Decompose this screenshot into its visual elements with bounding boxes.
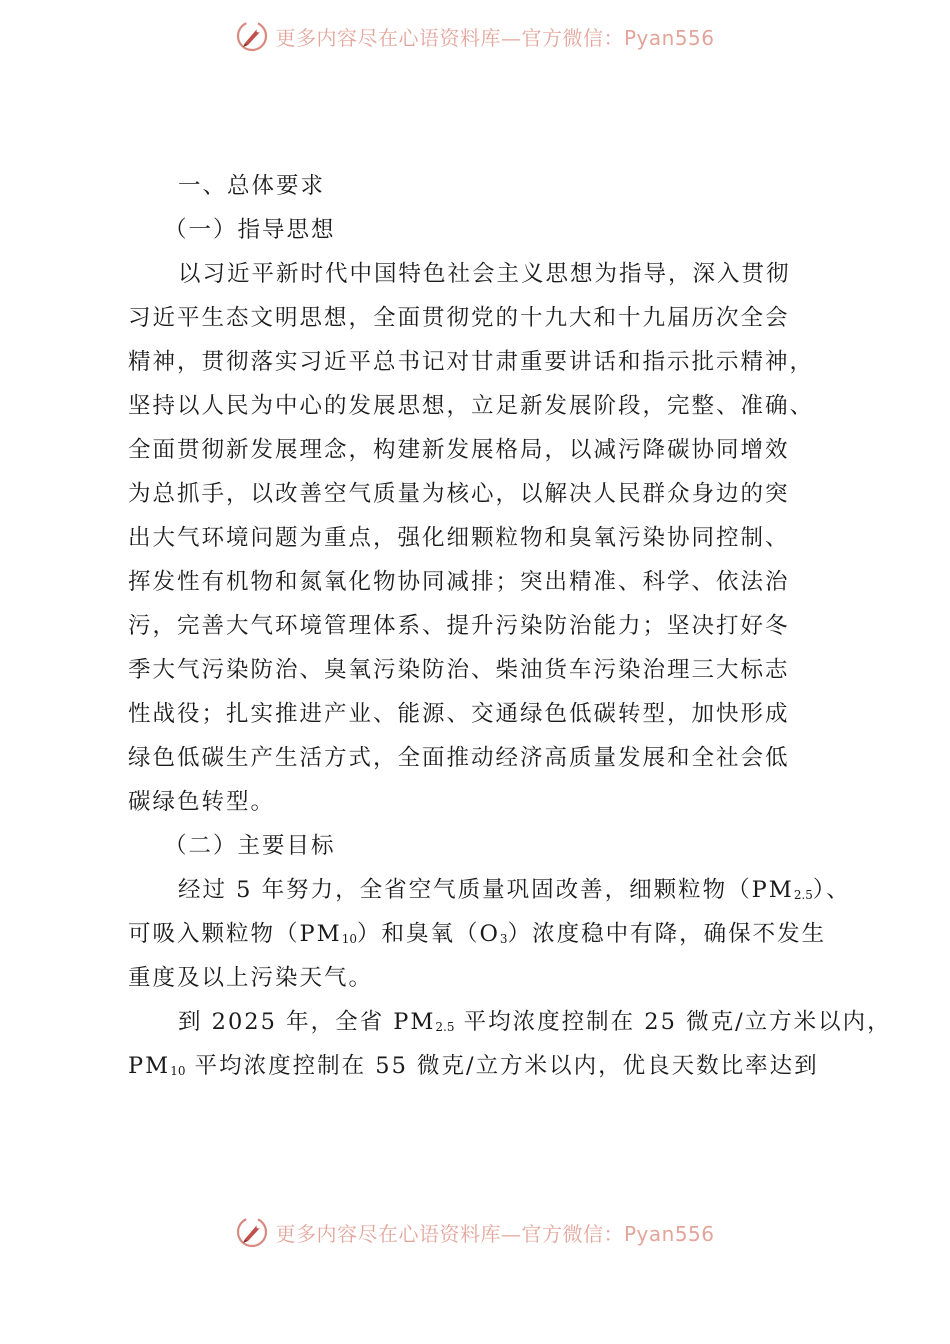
paragraph-line: 坚持以人民为中心的发展思想，立足新发展阶段，完整、准确、: [128, 393, 815, 419]
paragraph-2025-goals: [128, 1000, 892, 1088]
footer-watermark: [0, 1212, 950, 1252]
paragraph-targets: [128, 868, 851, 1000]
paragraph-line: 经过 5 年努力，全省空气质量巩固改善，细颗粒物$(PM_{2.5})$、: [178, 877, 851, 903]
watermark-text: 更多内容尽在心语资料库—官方微信：Pyan556: [275, 1221, 715, 1246]
section-heading: 一、总体要求: [178, 173, 326, 199]
paragraph-line: 习近平生态文明思想，全面贯彻党的十九大和十九届历次全会: [128, 305, 790, 331]
paragraph-line: 季大气污染防治、臭氧污染防治、柴油货车污染治理三大标志: [128, 657, 790, 683]
paragraph-line: 挥发性有机物和氮氧化物协同减排；突出精准、科学、依法治: [128, 569, 790, 595]
subsection-heading-guiding-ideology: （一）指导思想: [164, 217, 336, 243]
paragraph-line: 全面贯彻新发展理念，构建新发展格局，以减污降碳协同增效: [128, 437, 790, 463]
paragraph-line: 可吸入颗粒物$(PM_{10})$和臭氧$(O_3)$浓度稳中有降，确保不发生: [128, 921, 827, 947]
paragraph-line: $PM_{10}$ 平均浓度控制在 55 微克/立方米以内，优良天数比率达到: [128, 1053, 819, 1079]
paragraph-line: 重度及以上污染天气。: [128, 965, 374, 991]
paragraph-line: 为总抓手，以改善空气质量为核心，以解决人民群众身边的突: [128, 481, 790, 507]
paragraph-line: 性战役；扎实推进产业、能源、交通绿色低碳转型，加快形成: [128, 701, 790, 727]
paragraph-line: 精神，贯彻落实习近平总书记对甘肃重要讲话和指示批示精神，: [128, 349, 815, 375]
paragraph-line: 出大气环境问题为重点，强化细颗粒物和臭氧污染协同控制、: [128, 525, 790, 551]
paragraph-guiding-ideology: [128, 252, 828, 824]
paragraph-line: 污，完善大气环境管理体系、提升污染防治能力；坚决打好冬: [128, 613, 790, 639]
watermark-text: 更多内容尽在心语资料库—官方微信：Pyan556: [275, 25, 715, 50]
document-body: [128, 164, 892, 1088]
paragraph-line: 绿色低碳生产生活方式，全面推动经济高质量发展和全社会低: [128, 745, 790, 771]
paragraph-line: 到 2025 年，全省 $PM_{2.5}$ 平均浓度控制在 25 微克/立方米以内，: [178, 1009, 892, 1035]
pen-logo-icon: [235, 19, 269, 53]
pen-logo-icon: [235, 1215, 269, 1249]
paragraph-line: 以习近平新时代中国特色社会主义思想为指导，深入贯彻: [178, 261, 791, 287]
paragraph-line: 碳绿色转型。: [128, 789, 276, 815]
subsection-heading-main-targets: （二）主要目标: [164, 833, 336, 859]
header-watermark: [0, 16, 950, 56]
